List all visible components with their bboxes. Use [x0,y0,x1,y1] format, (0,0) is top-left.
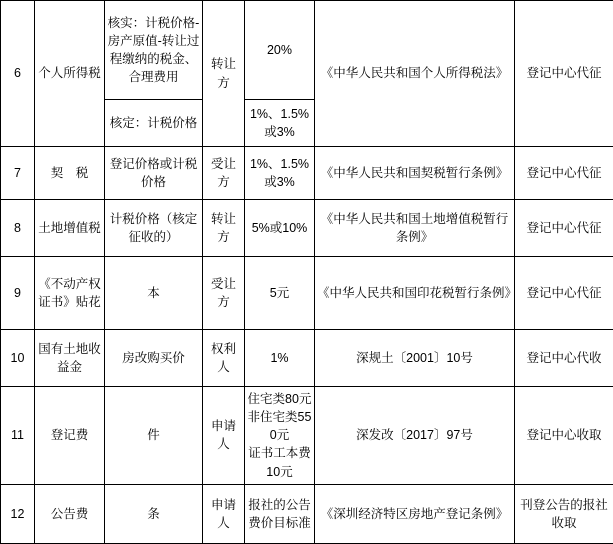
fee-org: 登记中心代征 [515,200,613,257]
fee-rate: 1%、1.5%或3% [245,147,315,200]
fee-org: 登记中心收取 [515,387,613,485]
fee-law: 《中华人民共和国个人所得税法》 [315,1,515,147]
row-number: 8 [1,200,35,257]
fee-payer: 受让方 [203,147,245,200]
fee-org: 登记中心代征 [515,1,613,147]
row-number: 10 [1,330,35,387]
fee-name: 公告费 [35,484,105,543]
fee-base: 登记价格或计税价格 [105,147,203,200]
fee-payer: 申请人 [203,484,245,543]
fee-name: 个人所得税 [35,1,105,147]
row-number: 12 [1,484,35,543]
table-row [1,330,613,387]
fee-base: 核实：计税价格-房产原值-转让过程缴纳的税金、合理费用 [105,1,203,100]
fee-rate-line-1: 住宅类80元 [247,390,312,408]
table-row [1,1,613,100]
fee-law: 《中华人民共和国契税暂行条例》 [315,147,515,200]
table-row [1,257,613,330]
fee-name: 登记费 [35,387,105,485]
fee-law: 《中华人民共和国印花税暂行条例》 [315,257,515,330]
fee-rate: 5元 [245,257,315,330]
table-row [1,200,613,257]
fee-payer: 受让方 [203,257,245,330]
row-number: 9 [1,257,35,330]
row-number: 7 [1,147,35,200]
fee-base-alt: 核定：计税价格 [105,100,203,147]
fee-rate: 5%或10% [245,200,315,257]
fee-rate: 1% [245,330,315,387]
fee-name: 契 税 [35,147,105,200]
fee-rate-alt: 1%、1.5%或3% [245,100,315,147]
fee-org: 刊登公告的报社收取 [515,484,613,543]
fee-base: 本 [105,257,203,330]
fee-payer: 权利人 [203,330,245,387]
fee-rate-line-3: 证书工本费10元 [247,444,312,480]
fee-base: 房改购买价 [105,330,203,387]
fee-rate: 报社的公告费价目标准 [245,484,315,543]
fee-org: 登记中心代征 [515,147,613,200]
fee-base: 计税价格（核定征收的） [105,200,203,257]
table-row [1,387,613,485]
fee-name: 国有土地收益金 [35,330,105,387]
table-row [1,147,613,200]
fee-law: 深发改〔2017〕97号 [315,387,515,485]
fee-law: 《中华人民共和国土地增值税暂行条例》 [315,200,515,257]
fee-org: 登记中心代收 [515,330,613,387]
fee-payer: 转让方 [203,200,245,257]
fee-payer: 转让方 [203,1,245,147]
fee-rate [245,387,315,485]
fee-name: 土地增值税 [35,200,105,257]
row-number: 11 [1,387,35,485]
fee-law: 《深圳经济特区房地产登记条例》 [315,484,515,543]
fee-rate-line-2: 非住宅类550元 [247,408,312,444]
fee-payer: 申请人 [203,387,245,485]
fee-org: 登记中心代征 [515,257,613,330]
fee-rate: 20% [245,1,315,100]
fee-base: 件 [105,387,203,485]
fee-base: 条 [105,484,203,543]
fee-law: 深规土〔2001〕10号 [315,330,515,387]
row-number: 6 [1,1,35,147]
table-row [1,484,613,543]
fee-name: 《不动产权证书》贴花 [35,257,105,330]
